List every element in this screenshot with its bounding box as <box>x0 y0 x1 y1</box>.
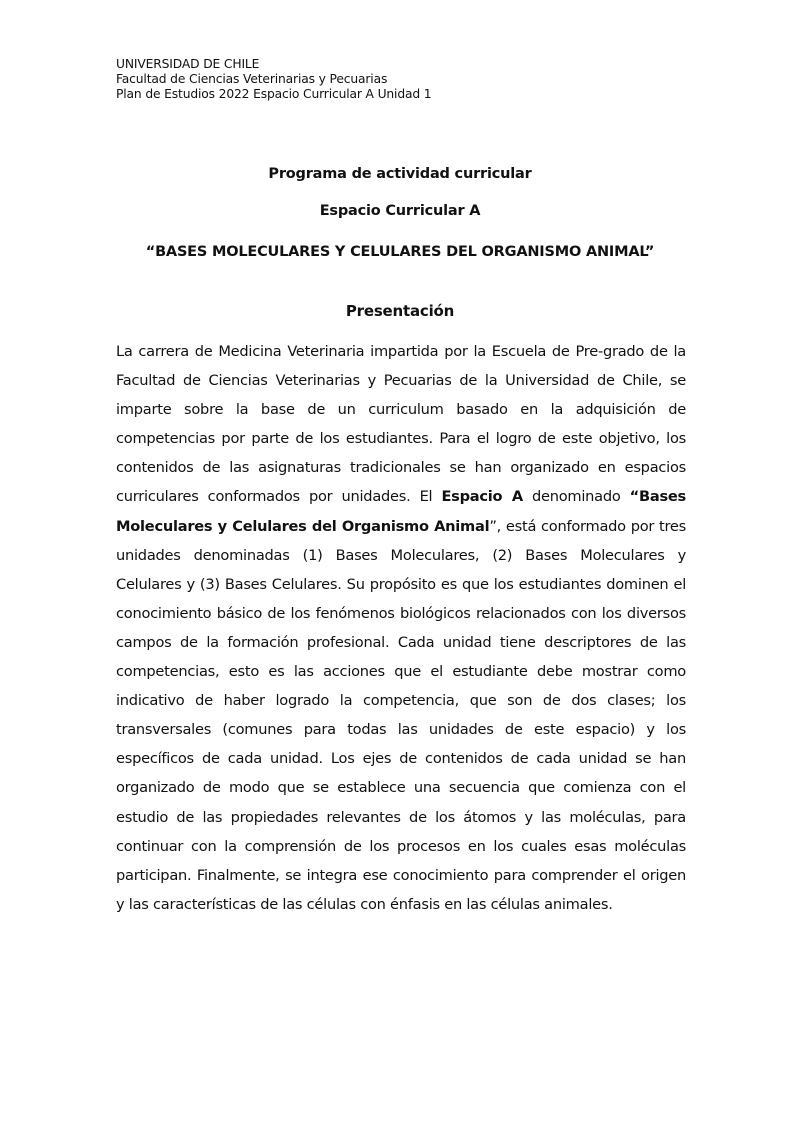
paragraph-text-2: denominado <box>522 488 630 506</box>
course-title: “BASES MOLECULARES Y CELULARES DEL ORGANISMO ANIMAL” <box>145 244 655 260</box>
presentation-paragraph <box>116 337 686 919</box>
header-faculty: Facultad de Ciencias Veterinarias y Pecuarias <box>116 72 388 86</box>
paragraph-text-3: ”, está conformado por tres unidades denominadas (1) Bases Moleculares, (2) Bases Moleculares y Celulares y (3) Bases Celulares. Su propósito es que los estudiantes dominen el conocimiento básico de los fenómenos biológicos relacionados con los diversos campos de la formación profesional. Cada unidad tiene descriptores de las competencias, esto es las acciones que el estudiante debe mostrar como indicativo de haber logrado la competencia, que son de dos clases; los transversales (comunes para todas las unidades de este espacio) y los específicos de cada unidad. Los ejes de contenidos de cada unidad se han organizado de modo que se establece una secuencia que comienza con el estudio de las propiedades relevantes de los átomos y las moléculas, para continuar con la comprensión de los procesos en los cuales esas moléculas participan. Finalmente, se integra ese conocimiento para comprender el origen y las características de las células con énfasis en las células animales. <box>116 517 687 913</box>
header-plan: Plan de Estudios 2022 Espacio Curricular A Unidad 1 <box>116 87 432 101</box>
curricular-space-title: Espacio Curricular A <box>319 203 481 219</box>
paragraph-bold-course-name: “Bases Moleculares y Celulares del Organismo Animal <box>116 488 686 535</box>
document-header <box>116 57 431 102</box>
program-title: Programa de actividad curricular <box>268 166 532 182</box>
paragraph-text-1: La carrera de Medicina Veterinaria impartida por la Escuela de Pre-grado de la Facultad de Ciencias Veterinarias y Pecuarias de la Universidad de Chile, se imparte sobre la base de un curriculum basado en la adquisición de competencias por parte de los estudiantes. Para el logro de este objetivo, los contenidos de las asignaturas tradicionales se han organizado en espacios curriculares conformados por unidades. El <box>116 343 686 506</box>
header-university: UNIVERSIDAD DE CHILE <box>116 57 260 71</box>
section-heading: Presentación <box>345 302 455 320</box>
paragraph-bold-space-a: Espacio A <box>441 488 523 506</box>
